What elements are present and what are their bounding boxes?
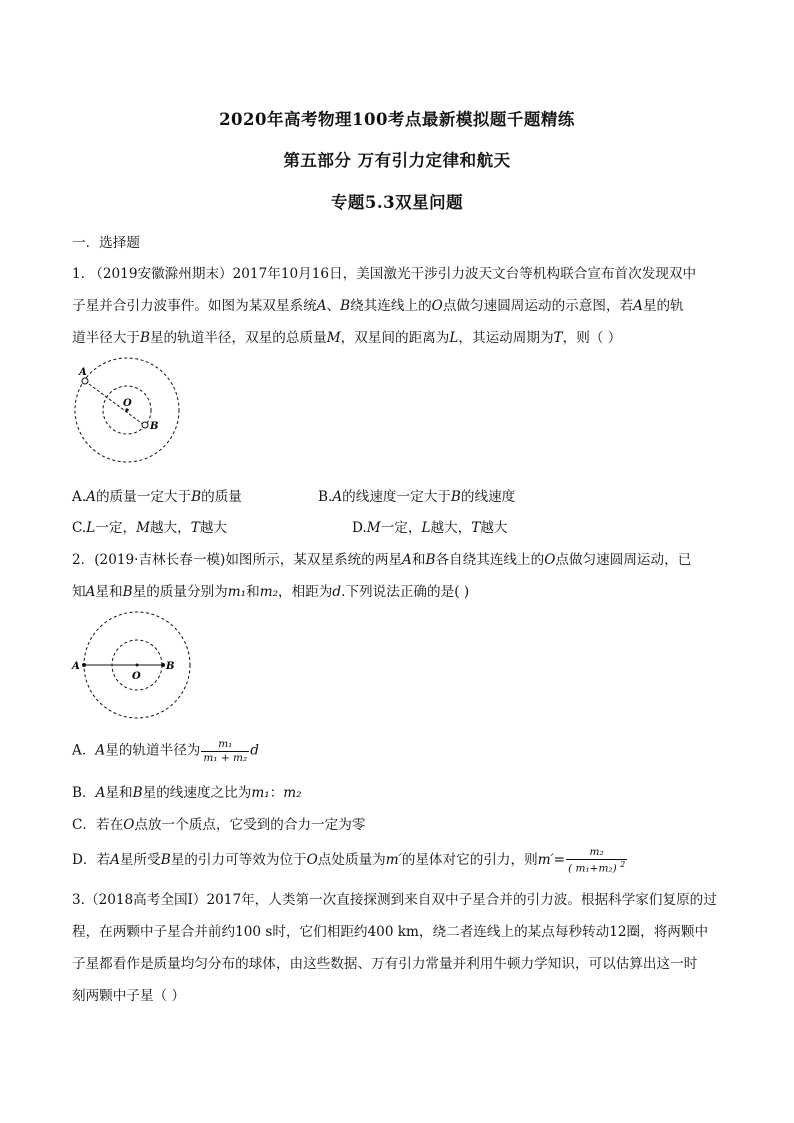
- q3-line2: 程，在两颗中子星合并前约100 s时，它们相距约400 km，绕二者连线上的某点每秒转动12圈，将两颗中: [72, 924, 709, 940]
- q1-text: 子星并合引力波事件。如图为某双星系统: [72, 298, 317, 314]
- label-o: O: [132, 671, 141, 682]
- q1-text: 星的轨: [642, 298, 684, 314]
- q1-text: ，双星间的距离为: [340, 330, 450, 346]
- q2-text: .下列说法正确的是( ): [341, 584, 470, 600]
- var-m: M: [366, 520, 381, 536]
- star-a: [82, 378, 88, 384]
- var-a: A: [332, 489, 343, 505]
- var-o: O: [123, 817, 135, 833]
- var-b: B: [132, 785, 143, 801]
- q1-option-b: [318, 485, 515, 505]
- option-text: 一定，: [95, 520, 137, 536]
- denominator-text: ( m₁+m₂): [568, 862, 621, 875]
- q2-text: 星和: [95, 584, 123, 600]
- var-o: O: [306, 851, 318, 868]
- q2-text: 各自绕其连线上的: [435, 552, 545, 568]
- var-a: A: [95, 742, 106, 759]
- var-a: A: [86, 489, 96, 505]
- var-a: A: [95, 785, 106, 801]
- q1-line1: 1. （2019安徽滁州期末）2017年10月16日，美国激光干涉引力波天文台等机构联合宣布首次发现双中: [72, 266, 697, 282]
- q2-text: 点做匀速圆周运动，已: [555, 552, 692, 568]
- fraction: [566, 846, 627, 875]
- q1-line2: [72, 294, 684, 314]
- topic-title: 专题5.3双星问题: [330, 193, 464, 212]
- var-m1: m₁: [227, 584, 247, 600]
- var-b: B: [425, 552, 436, 568]
- center-o: [136, 664, 139, 667]
- q2-text: 2．(2019·吉林长春一模)如图所示，某双星系统的两星: [72, 552, 403, 568]
- var-a: A: [402, 552, 412, 568]
- var-m-prime: m′: [385, 851, 402, 868]
- var-d: d: [250, 742, 259, 759]
- option-label: A．: [72, 742, 96, 759]
- fraction-numerator: m₁: [201, 738, 249, 752]
- q3-line4: 刻两颗中子星（ ）: [72, 988, 186, 1004]
- var-a: A: [633, 298, 643, 314]
- label-a: A: [72, 661, 80, 672]
- q2-line2: [72, 580, 469, 600]
- q2-option-c: [72, 813, 365, 833]
- part-title: 第五部分 万有引力定律和航天: [283, 151, 511, 170]
- star-b: [142, 422, 148, 428]
- option-text: 的线速度一定大于: [342, 489, 451, 505]
- option-text: 的质量: [201, 489, 242, 505]
- label-a: A: [79, 367, 87, 378]
- var-b: B: [160, 851, 171, 868]
- q3-line1: 3.（2018高考全国I）2017年，人类第一次直接探测到来自双中子星合并的引力波。根据科学家们复原的过: [72, 892, 717, 908]
- q1-option-d: [352, 516, 508, 536]
- star-a: [82, 663, 86, 667]
- q2-text: 和: [411, 552, 426, 568]
- option-text: 越大: [199, 520, 228, 536]
- var-b: B: [340, 298, 351, 314]
- option-text: 越大，: [430, 520, 472, 536]
- option-text: ：: [269, 785, 284, 801]
- var-o: O: [431, 298, 443, 314]
- option-text: 的线速度: [460, 489, 516, 505]
- q2-line1: [72, 548, 691, 568]
- var-b: B: [139, 330, 150, 346]
- var-m2: m₂: [259, 584, 279, 600]
- fraction: [201, 738, 249, 764]
- q1-text: 绕其连线上的: [350, 298, 432, 314]
- option-label: C.: [72, 520, 87, 536]
- fraction-denominator: [566, 860, 627, 875]
- option-label: D.: [352, 520, 367, 536]
- option-label: B.: [318, 489, 333, 505]
- q2-option-a: [72, 738, 259, 764]
- option-text: 越大: [480, 520, 508, 536]
- label-b: B: [150, 421, 159, 432]
- var-t: T: [190, 520, 200, 536]
- q1-text: 点做匀速圆周运动的示意图，若: [442, 298, 634, 314]
- q1-option-c: [72, 516, 227, 536]
- var-a: A: [316, 298, 327, 314]
- var-d: d: [332, 584, 342, 600]
- star-b: [161, 663, 165, 667]
- q2-text: 和: [246, 584, 260, 600]
- q1-text: 星的轨道半径，双星的总质量: [149, 330, 327, 346]
- option-text: 点放一个质点，它受到的合力一定为零: [134, 817, 366, 833]
- q1-text: 、: [326, 298, 341, 314]
- q3-line3: 子星都看作是质量均匀分布的球体，由这些数据、万有引力常量并利用牛顿力学知识，可以估算出这一时: [72, 956, 698, 972]
- var-l: L: [86, 520, 96, 536]
- q2-text: 知: [72, 584, 86, 600]
- option-text: 星的轨道半径为: [105, 742, 201, 759]
- option-text: 越大，: [149, 520, 191, 536]
- var-a: A: [85, 584, 96, 600]
- option-text: 一定，: [380, 520, 422, 536]
- var-m-prime: m′: [537, 851, 554, 868]
- option-text: 星的线速度之比为: [142, 785, 252, 801]
- var-m1: m₁: [251, 785, 270, 801]
- var-b: B: [191, 489, 202, 505]
- option-text: 星所受: [119, 851, 161, 868]
- q2-option-b: [72, 781, 302, 801]
- exponent: 2: [620, 859, 626, 869]
- fraction-denominator: m₁ + m₂: [203, 751, 248, 764]
- option-text: 星的引力可等效为位于: [170, 851, 307, 868]
- var-l: L: [449, 330, 459, 346]
- label-o: O: [123, 398, 132, 409]
- option-label: C．若在: [72, 817, 124, 833]
- var-m2: m₂: [283, 785, 302, 801]
- var-o: O: [544, 552, 556, 568]
- connecting-line: [85, 381, 144, 425]
- var-m: M: [326, 330, 341, 346]
- document-title: 2020年高考物理100考点最新模拟题千题精练: [219, 110, 575, 129]
- q2-figure: [68, 610, 198, 722]
- var-t: T: [553, 330, 563, 346]
- option-text: 的星体对它的引力，则: [401, 851, 538, 868]
- q1-option-a: [72, 485, 242, 505]
- q1-text: ，其运动周期为: [458, 330, 554, 346]
- var-b: B: [122, 584, 133, 600]
- var-m: M: [136, 520, 150, 536]
- label-b: B: [166, 661, 175, 672]
- q1-text: 道半径大于: [72, 330, 140, 346]
- fraction-numerator: m₂: [566, 846, 627, 860]
- q2-option-d: [72, 846, 628, 875]
- option-text: 的质量一定大于: [95, 489, 192, 505]
- option-label: B．: [72, 785, 96, 801]
- option-label: A.: [72, 489, 87, 505]
- option-label: D．若: [72, 851, 111, 868]
- option-text: 点处质量为: [317, 851, 386, 868]
- var-l: L: [421, 520, 431, 536]
- var-b: B: [450, 489, 461, 505]
- q2-text: ，相距为: [278, 584, 333, 600]
- q1-figure: [68, 357, 188, 469]
- var-a: A: [110, 851, 120, 868]
- option-text: 星和: [105, 785, 133, 801]
- var-t: T: [471, 520, 481, 536]
- section-heading: 一．选择题: [72, 235, 140, 251]
- q1-text: ，则（ ）: [562, 330, 622, 346]
- option-text: =: [553, 851, 566, 868]
- q2-text: 星的质量分别为: [132, 584, 228, 600]
- q1-line3: [72, 326, 621, 346]
